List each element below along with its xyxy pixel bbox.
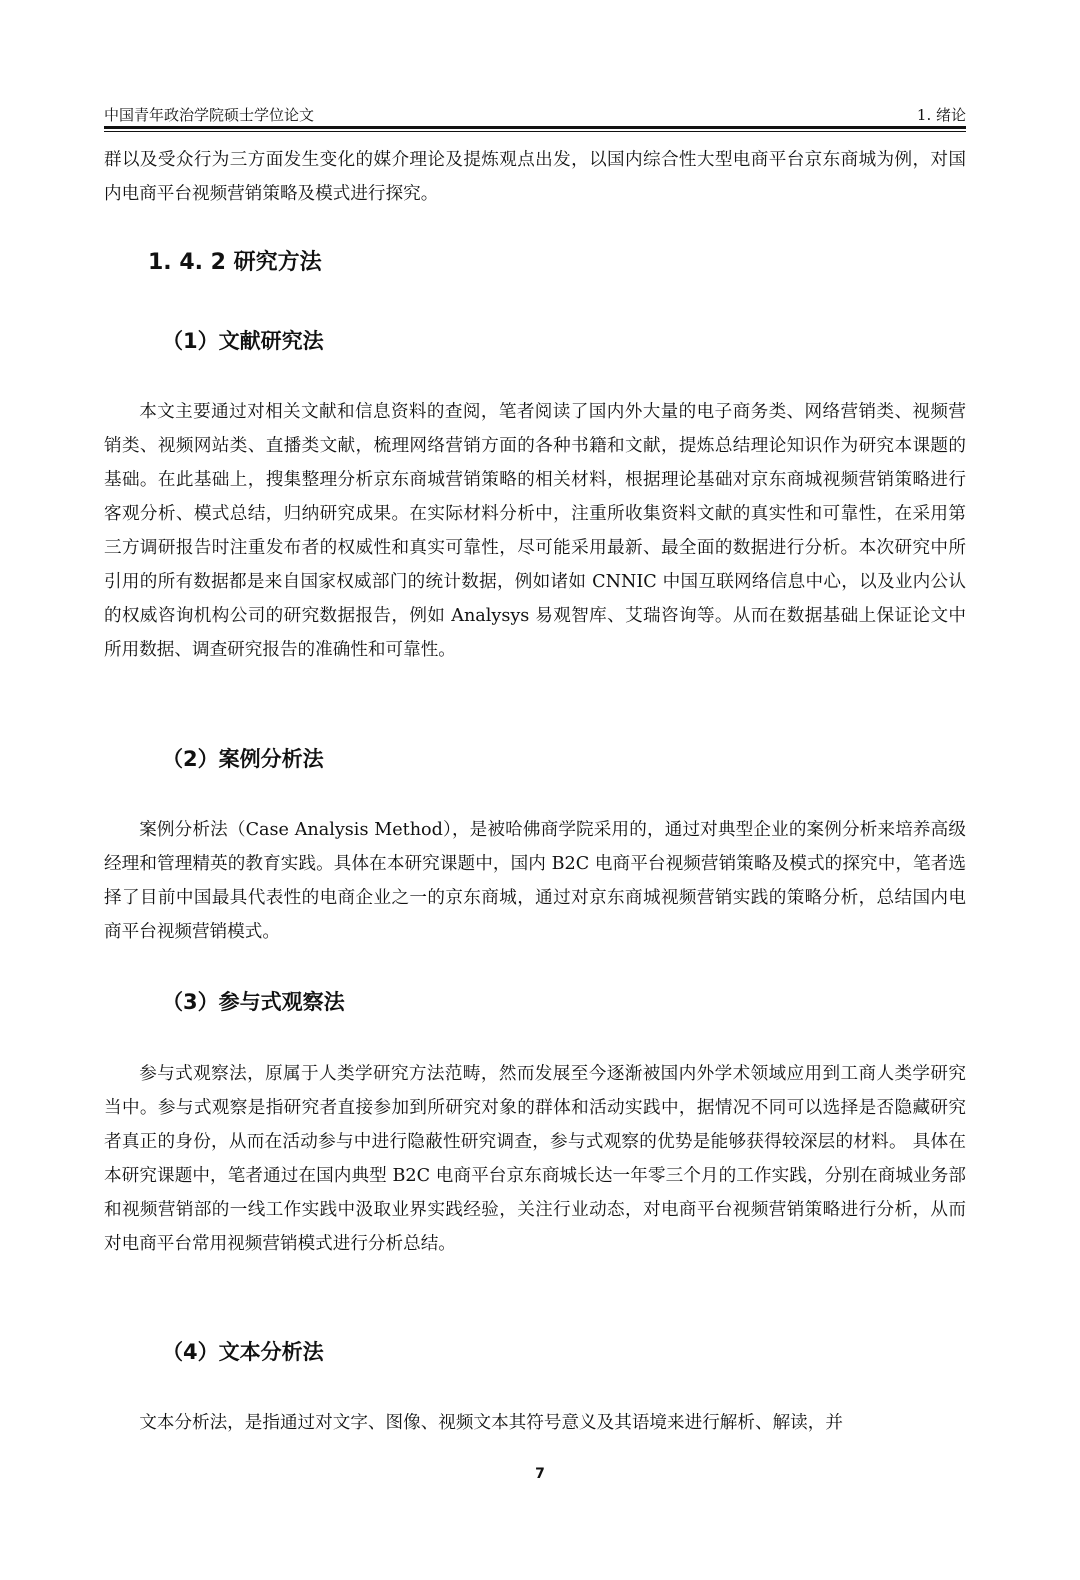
method-heading-text-analysis: （4）文本分析法: [162, 1340, 324, 1364]
method-body-literature: 本文主要通过对相关文献和信息资料的查阅，笔者阅读了国内外大量的电子商务类、网络营销类、视频营销类、视频网站类、直播类文献，梳理网络营销方面的各种书籍和文献，提炼总结理论知识作为研究本课题的基础。在此基础上，搜集整理分析京东商城营销策略的相关材料，根据理论基础对京东商城视频营销策略进行客观分析、模式总结，归纳研究成果。在实际材料分析中，注重所收集资料文献的真实性和可靠性，在采用第三方调研报告时注重发布者的权威性和真实可靠性，尽可能采用最新、最全面的数据进行分析。本次研究中所引用的所有数据都是来自国家权威部门的统计数据，例如诸如 CNNIC 中国互联网络信息中心，以及业内公认的权威咨询机构公司的研究数据报告，例如 Analysys 易观智库、艾瑞咨询等。从而在数据基础上保证论文中所用数据、调查研究报告的准确性和可靠性。: [104, 402, 966, 660]
header-chapter: 1. 绪论: [916, 106, 966, 124]
page-number: 7: [535, 1466, 545, 1482]
header-thesis-title: 中国青年政治学院硕士学位论文: [104, 106, 315, 124]
method-body-observation: 参与式观察法，原属于人类学研究方法范畴，然而发展至今逐渐被国内外学术领域应用到工商人类学研究当中。参与式观察是指研究者直接参加到所研究对象的群体和活动实践中，据情况不同可以选择是否隐藏研究者真正的身份，从而在活动参与中进行隐蔽性研究调查，参与式观察的优势是能够获得较深层的材料。 具体在本研究课题中，笔者通过在国内典型 B2C 电商平台京东商城长达一年零三个月的工作实践，分别在商城业务部和视频营销部的一线工作实践中汲取业界实践经验，关注行业动态，对电商平台视频营销策略进行分析，从而对电商平台常用视频营销模式进行分析总结。: [104, 1064, 966, 1254]
method-heading-case: （2）案例分析法: [162, 747, 324, 771]
intro-paragraph: 群以及受众行为三方面发生变化的媒介理论及提炼观点出发，以国内综合性大型电商平台京东商城为例，对国内电商平台视频营销策略及模式进行探究。: [104, 150, 966, 204]
method-body-case: 案例分析法（Case Analysis Method），是被哈佛商学院采用的，通过对典型企业的案例分析来培养高级经理和管理精英的教育实践。具体在本研究课题中，国内 B2C 电商平台视频营销策略及模式的探究中，笔者选择了目前中国最具代表性的电商企业之一的京东商城，通过对京东商城视频营销实践的策略分析，总结国内电商平台视频营销模式。: [104, 820, 966, 942]
section-heading: 1. 4. 2 研究方法: [148, 250, 322, 275]
header-rule-thick: [104, 126, 966, 129]
header-rule-thin: [104, 131, 966, 132]
method-heading-observation: （3）参与式观察法: [162, 990, 345, 1014]
method-body-text-analysis: 文本分析法，是指通过对文字、图像、视频文本其符号意义及其语境来进行解析、解读，并: [139, 1413, 843, 1433]
method-heading-literature: （1）文献研究法: [162, 329, 324, 353]
running-header: [104, 104, 966, 126]
